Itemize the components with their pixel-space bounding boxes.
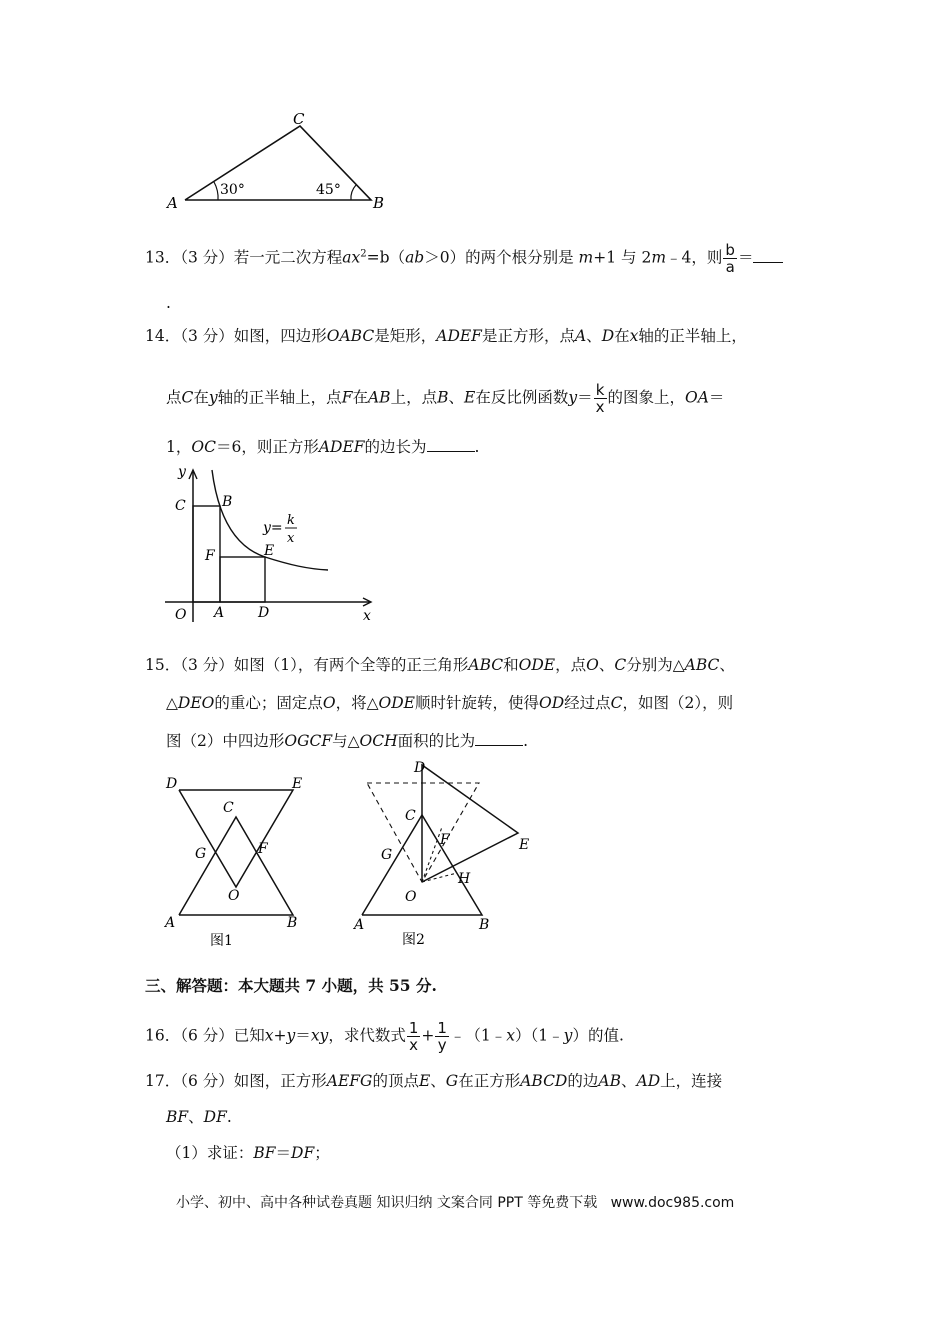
point-o: O [175,607,187,623]
label-e: E [519,837,530,853]
question-15-line2: △DEO的重心；固定点O，将△ODE顺时针旋转，使得OD经过点C，如图（2），则 [166,694,734,712]
angle-b-label: 45° [316,182,341,198]
point-b: B [222,494,233,510]
label-g: G [195,846,207,862]
question-17-part1: （1）求证：BF＝DF； [166,1144,330,1162]
question-17-line2: BF、DF. [166,1108,232,1126]
label-c: C [405,808,416,824]
triangle-figure [160,110,400,215]
point-d: D [258,605,270,621]
angle-a-label: 30° [220,182,245,198]
question-13: 13．（3 分）若一元二次方程$ax^2=b(ab>0)$的两个根分别是 m+1 与 2m﹣4，则 $\frac{b}{a}$ ＝ [145,242,783,275]
label-b: B [287,915,298,931]
answer-blank [427,437,475,452]
label-d: D [414,760,426,776]
vertex-a: A [167,194,178,212]
question-17-line1: 17．（6 分）如图，正方形AEFG的顶点E、G在正方形ABCD的边AB、AD上，连接 [145,1072,723,1090]
question-14-line3: 1，OC＝6，则正方形ADEF的边长为 . [166,438,480,456]
question-13-period: . [166,294,171,312]
fraction-b-over-a: $\frac{b}{a}$ [725,241,735,276]
question-14-line1: 14．（3 分）如图，四边形OABC是矩形，ADEF是正方形，点A、D在x轴的正半轴上， [145,327,747,345]
label-f: F [440,832,450,848]
vertex-c: C [293,110,305,128]
label-b: B [479,917,490,933]
fraction-k-over-x: $\frac{k}{x}$ [595,381,605,416]
label-f: F [258,841,268,857]
vertex-b: B [373,194,385,212]
label-o: O [228,888,240,904]
fraction-1-over-x: $\frac{1}{x}$ [408,1019,419,1054]
point-e: E [264,543,275,559]
answer-blank [475,731,523,746]
label-o: O [405,889,417,905]
answer-blank [753,248,783,263]
label-d: D [166,776,178,792]
section-heading: 三、解答题：本大题共 7 小题，共 55 分. [145,976,437,995]
axis-y-label: y [178,464,186,480]
label-a: A [354,917,365,933]
axis-x-label: x [363,608,371,624]
function-x-label: x [287,531,295,546]
hyperbola-figure [160,462,390,627]
label-e: E [292,776,303,792]
label-c: C [223,800,234,816]
point-c: C [175,498,186,514]
point-a: A [214,605,225,621]
question-15-line1: 15．（3 分）如图（1），有两个全等的正三角形ABC和ODE，点O、C分别为△ABC、 [145,656,735,674]
fraction-1-over-y: $\frac{1}{y}$ [437,1019,447,1054]
function-k-label: k [287,513,295,528]
question-14-line2: 点C在y轴的正半轴上，点F在AB上，点B、E在反比例函数y＝ $\frac{k}{x}$ 的图象上，OA＝ [166,381,725,416]
point-f: F [205,548,215,564]
function-y-label: y= [263,520,283,536]
caption-fig2: 图2 [402,932,425,948]
figure-15-2 [345,755,545,955]
label-a: A [165,915,176,931]
label-g: G [381,847,393,863]
caption-fig1: 图1 [210,933,233,949]
question-16: 16．（6 分）已知x+y＝xy，求代数式 $\frac{1}{x}$ + $\frac{1}{y}$ ﹣（1﹣x）（1﹣y）的值. [145,1019,624,1054]
page-footer: 小学、初中、高中各种试卷真题 知识归纳 文案合同 PPT 等免费下载 www.doc985.com [176,1195,735,1211]
label-h: H [458,871,471,887]
figure-15-1 [160,770,320,955]
question-15-line3: 图（2）中四边形OGCF与△OCH面积的比为 . [166,732,529,750]
